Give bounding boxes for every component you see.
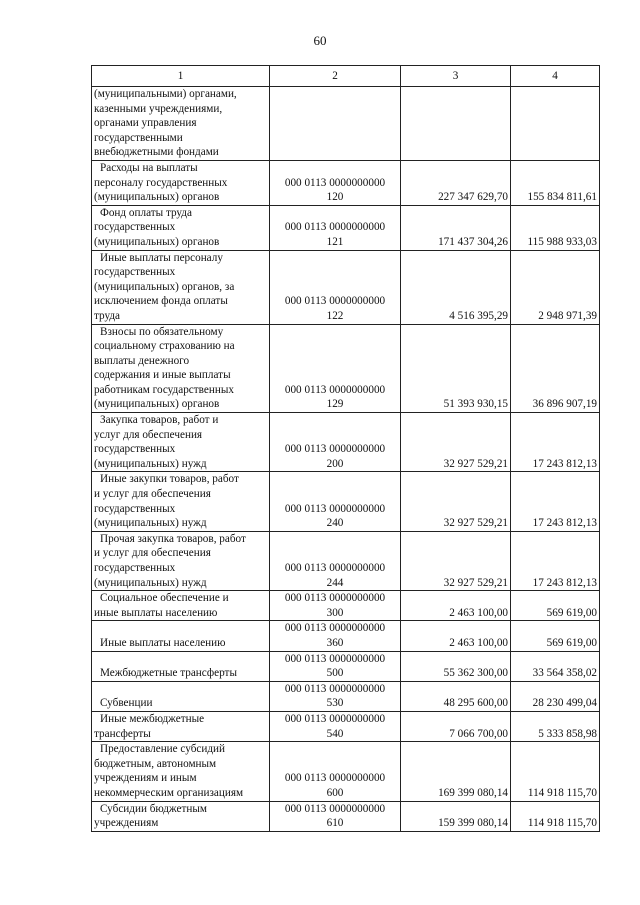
row-name-line: Межбюджетные трансферты (100, 667, 237, 680)
row-amount-col3: 32 927 529,21 (401, 413, 511, 472)
row-amount-col3: 159 399 080,14 (401, 801, 511, 831)
row-name-cell (92, 621, 270, 651)
table-row (92, 681, 600, 711)
row-name-cell (92, 651, 270, 681)
row-code-suffix: 530 (326, 697, 344, 710)
row-code-cell (270, 591, 401, 621)
row-name-line: Взносы по обязательному (100, 325, 224, 338)
row-name-line: Субсидии бюджетным (100, 802, 207, 815)
row-amount-col3: 227 347 629,70 (401, 160, 511, 205)
column-header-4: 4 (511, 66, 600, 87)
row-name-cell (92, 531, 270, 590)
row-amount-col3: 51 393 930,15 (401, 324, 511, 413)
table-row (92, 711, 600, 741)
row-code-main: 000 0113 0000000000 (284, 772, 386, 785)
row-code-suffix: 360 (326, 636, 344, 649)
row-code-main: 000 0113 0000000000 (284, 221, 386, 234)
row-amount-col3: 4 516 395,29 (401, 250, 511, 324)
row-amount-col4: 115 988 933,03 (511, 205, 600, 250)
row-name-line: органами управления (94, 117, 197, 130)
row-code-main: 000 0113 0000000000 (284, 295, 386, 308)
row-code-suffix: 129 (326, 398, 344, 411)
table-row (92, 651, 600, 681)
row-amount-col4: 17 243 812,13 (511, 413, 600, 472)
row-name-line: Социальное обеспечение и (100, 592, 229, 605)
row-amount-col4: 114 918 115,70 (511, 801, 600, 831)
row-name-line: государственных (94, 562, 176, 574)
row-name-line: выплаты денежного (94, 354, 190, 367)
row-code-suffix: 500 (326, 667, 344, 680)
row-name-line: государственных (94, 443, 176, 456)
row-amount-col4: 2 948 971,39 (511, 250, 600, 324)
row-code-main: 000 0113 0000000000 (284, 443, 386, 456)
table-header-row (92, 66, 600, 87)
row-name-line: бюджетным, автономным (94, 757, 217, 770)
column-header-1: 1 (92, 66, 270, 87)
row-amount-col4: 33 564 358,02 (511, 651, 600, 681)
row-name-line: (муниципальных) нужд (94, 457, 207, 470)
row-amount-col3: 2 463 100,00 (401, 591, 511, 621)
table-row (92, 205, 600, 250)
row-name-cell (92, 205, 270, 250)
row-name-line: Фонд оплаты труда (100, 206, 192, 219)
row-code-cell (270, 87, 401, 161)
row-name-line: Расходы на выплаты (100, 161, 198, 174)
row-name-line: исключением фонда оплаты (94, 295, 228, 308)
row-name-cell (92, 681, 270, 711)
row-code-suffix: 300 (326, 606, 344, 619)
row-amount-col3: 32 927 529,21 (401, 472, 511, 531)
row-name-line: учреждениям (94, 817, 159, 830)
table-row (92, 531, 600, 590)
row-code-cell (270, 621, 401, 651)
row-code-main: 000 0113 0000000000 (284, 176, 386, 189)
row-name-cell (92, 742, 270, 801)
row-name-line: государственных (94, 502, 176, 515)
row-name-line: учреждениям и иным (94, 772, 197, 785)
table-row (92, 87, 600, 161)
row-name-line: Закупка товаров, работ и (100, 414, 219, 427)
column-header-3: 3 (401, 66, 511, 87)
table-row (92, 742, 600, 801)
row-name-line: (муниципальными) органами, (94, 88, 237, 100)
table-row (92, 160, 600, 205)
row-name-cell (92, 591, 270, 621)
row-name-line: (муниципальных) органов (94, 398, 220, 411)
row-name-line: (муниципальных) нужд (94, 517, 207, 530)
row-name-line: (муниципальных) органов (94, 235, 220, 248)
row-name-line: персоналу государственных (94, 176, 228, 189)
row-name-cell (92, 324, 270, 413)
row-code-suffix: 610 (326, 817, 344, 830)
row-name-line: содержания и иные выплаты (94, 369, 231, 382)
row-name-cell (92, 160, 270, 205)
row-amount-col3: 171 437 304,26 (401, 205, 511, 250)
row-name-cell (92, 250, 270, 324)
row-amount-col3: 7 066 700,00 (401, 711, 511, 741)
row-amount-col4: 28 230 499,04 (511, 681, 600, 711)
table-row (92, 250, 600, 324)
row-name-line: Прочая закупка товаров, работ (100, 532, 246, 545)
row-name-line: казенными учреждениями, (94, 102, 223, 115)
row-code-main: 000 0113 0000000000 (284, 592, 386, 605)
row-name-line: социальному страхованию на (94, 340, 235, 353)
row-amount-col3: 55 362 300,00 (401, 651, 511, 681)
row-name-line: услуг для обеспечения (94, 428, 203, 441)
row-name-line: Предоставление субсидий (100, 743, 226, 756)
budget-table-body (92, 66, 600, 832)
row-name-line: Субвенции (100, 697, 153, 710)
table-row (92, 621, 600, 651)
row-code-main: 000 0113 0000000000 (284, 712, 386, 725)
row-code-main: 000 0113 0000000000 (284, 383, 386, 396)
row-name-line: внебюджетными фондами (94, 146, 219, 159)
row-code-cell (270, 413, 401, 472)
row-name-cell (92, 413, 270, 472)
row-code-main: 000 0113 0000000000 (284, 682, 386, 695)
row-code-suffix: 240 (326, 517, 344, 530)
row-name-line: (муниципальных) органов (94, 191, 220, 204)
row-amount-col3 (401, 87, 511, 161)
row-amount-col4: 5 333 858,98 (511, 711, 600, 741)
row-amount-col4: 114 918 115,70 (511, 742, 600, 801)
row-amount-col4 (511, 87, 600, 161)
row-code-cell (270, 711, 401, 741)
row-name-cell (92, 472, 270, 531)
row-code-cell (270, 651, 401, 681)
row-name-cell (92, 87, 270, 161)
row-code-cell (270, 742, 401, 801)
row-code-cell (270, 205, 401, 250)
row-code-suffix: 540 (326, 727, 344, 740)
row-code-cell (270, 324, 401, 413)
row-code-main: 000 0113 0000000000 (284, 802, 386, 815)
table-row (92, 801, 600, 831)
row-code-cell (270, 160, 401, 205)
row-amount-col3: 32 927 529,21 (401, 531, 511, 590)
table-row (92, 472, 600, 531)
row-code-main: 000 0113 0000000000 (284, 502, 386, 515)
row-name-line: государственных (94, 221, 176, 234)
row-amount-col3: 48 295 600,00 (401, 681, 511, 711)
row-name-line: Иные закупки товаров, работ (100, 473, 239, 486)
row-name-line: некоммерческим организациям (94, 786, 244, 799)
row-amount-col4: 17 243 812,13 (511, 472, 600, 531)
row-name-line: иные выплаты населению (94, 606, 218, 619)
row-amount-col4: 155 834 811,61 (511, 160, 600, 205)
row-code-suffix: 600 (326, 786, 344, 799)
row-code-cell (270, 801, 401, 831)
row-code-suffix: 244 (326, 576, 344, 589)
row-code-cell (270, 681, 401, 711)
column-header-2: 2 (270, 66, 401, 87)
row-name-line: трансферты (94, 727, 151, 740)
row-name-line: (муниципальных) нужд (94, 576, 207, 589)
row-code-main: 000 0113 0000000000 (284, 562, 386, 574)
row-amount-col4: 17 243 812,13 (511, 531, 600, 590)
row-code-cell (270, 472, 401, 531)
row-name-line: государственных (94, 266, 176, 279)
row-amount-col4: 569 619,00 (511, 621, 600, 651)
row-code-main: 000 0113 0000000000 (284, 652, 386, 665)
row-amount-col4: 36 896 907,19 (511, 324, 600, 413)
row-code-suffix: 121 (326, 235, 344, 248)
row-name-line: Иные выплаты населению (100, 636, 226, 649)
table-row (92, 324, 600, 413)
row-name-line: и услуг для обеспечения (94, 488, 211, 501)
row-code-suffix: 200 (326, 457, 344, 470)
row-name-line: государственными (94, 131, 183, 144)
row-amount-col3: 2 463 100,00 (401, 621, 511, 651)
row-name-cell (92, 711, 270, 741)
row-amount-col4: 569 619,00 (511, 591, 600, 621)
budget-table (91, 65, 600, 832)
row-name-line: и услуг для обеспечения (94, 547, 211, 560)
table-row (92, 413, 600, 472)
row-name-line: (муниципальных) органов, за (94, 280, 235, 293)
row-name-cell (92, 801, 270, 831)
row-code-suffix: 120 (326, 191, 344, 204)
row-name-line: Иные межбюджетные (100, 712, 205, 725)
row-name-line: Иные выплаты персоналу (100, 251, 223, 264)
table-row (92, 591, 600, 621)
row-code-main: 000 0113 0000000000 (284, 622, 386, 635)
row-code-cell (270, 250, 401, 324)
row-name-line: работникам государственных (94, 383, 234, 396)
page-number: 60 (313, 33, 327, 48)
row-code-cell (270, 531, 401, 590)
row-amount-col3: 169 399 080,14 (401, 742, 511, 801)
row-code-suffix: 122 (326, 309, 344, 322)
row-name-line: труда (94, 309, 121, 322)
